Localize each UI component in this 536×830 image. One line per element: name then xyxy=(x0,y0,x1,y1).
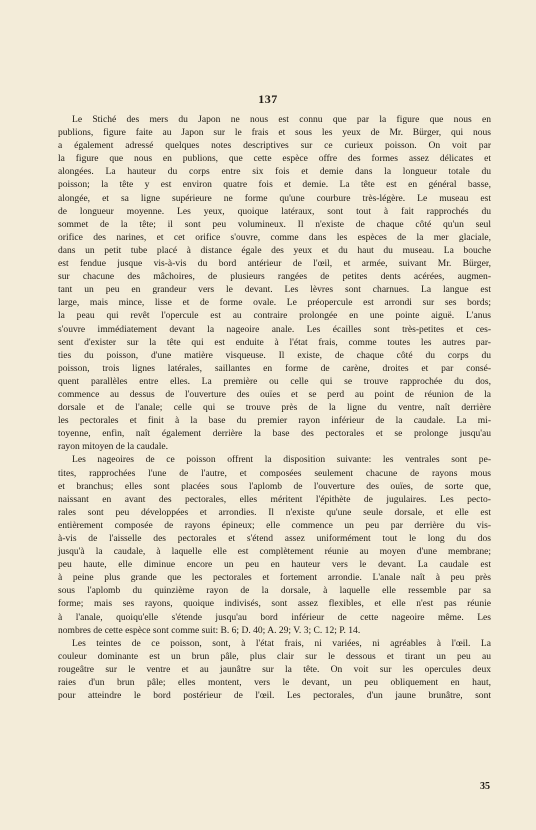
text-line: alongée, et sa ligne supérieure ne forme qu'une courbure très-légère. Le museau est xyxy=(58,192,491,204)
text-line: large, mais mince, lisse et de forme ovale. Le préopercule est arrondi sur ses bords; xyxy=(58,297,491,309)
text-line: de longueur moyenne. Les yeux, quoique latéraux, sont tout à fait rapprochés du xyxy=(58,205,491,217)
text-line: est fendue jusque vis-à-vis du bord antérieur de l'œil, et armée, suivant Mr. Bürger, xyxy=(58,258,491,270)
text-line: a également adressé quelques notes descriptives sur ce curieux poisson. On voit par xyxy=(58,140,491,152)
text-line: la figure que nous en publions, que cette espèce offre des formes assez délicates et xyxy=(58,153,491,165)
text-line: raies d'un brun pâle; elles montent, vers le devant, un peu obliquement en haut, xyxy=(58,677,491,689)
text-line: sommet de la tête; il sont peu volumineux. Il n'existe de chaque côté qu'un seul xyxy=(58,218,491,230)
text-line: ties du poisson, d'une matière visqueuse. Il existe, de chaque côté du corps du xyxy=(58,349,491,361)
text-line: s'ouvre immédiatement devant la nageoire anale. Les écailles sont très-petites et ces- xyxy=(58,323,491,335)
text-line: Les teintes de ce poisson, sont, à l'état frais, ni variées, ni agréables à l'œil. La xyxy=(72,637,491,649)
text-line: orifice des narines, et cet orifice s'ouvre, comme dans les espèces de la mer glaciale, xyxy=(58,231,491,243)
text-line: à peine plus grande que les pectorales et fortement arrondie. L'anale naît à peu près xyxy=(58,572,491,584)
text-line: toyenne, enfin, naît également derrière la base des pectorales et se prolonge jusqu'au xyxy=(58,428,491,440)
text-line: jusqu'à la caudale, à laquelle elle est complètement réunie au moyen d'une membrane; xyxy=(58,546,491,558)
text-line: la peau qui revêt l'opercule est au contraire prolongée en une pointe aiguë. L'anus xyxy=(58,310,491,322)
text-line: entièrement composée de rayons épineux; elle commence un peu par derrière du vis- xyxy=(58,519,491,531)
signature-mark: 35 xyxy=(480,781,490,792)
text-line: rougeâtre sur le ventre et au jaunâtre sur la tête. On voit sur les opercules deux xyxy=(58,663,491,675)
text-line: naissant en avant des pectorales, elles méritent l'épithète de jugulaires. Les pecto- xyxy=(58,493,491,505)
text-line: tant un peu en grandeur vers le devant. Les lèvres sont charnues. La langue est xyxy=(58,284,491,296)
text-line: poisson; la tête y est environ quatre fois et demie. La tête est en général basse, xyxy=(58,179,491,191)
text-line: rales sont peu développées et arrondies. Il n'existe qu'une seule dorsale, et elle est xyxy=(58,506,491,518)
text-line: peu haute, elle diminue encore un peu en hauteur vers le devant. La caudale est xyxy=(58,559,491,571)
text-line: pour atteindre le bord postérieur de l'œil. Les pectorales, d'un jaune brunâtre, sont xyxy=(58,690,491,702)
text-line: les pectorales et finit à la base du premier rayon inférieur de la caudale. La mi- xyxy=(58,415,491,427)
text-line: à-vis de l'aisselle des pectorales et s'étend assez uniformément tout le long du dos xyxy=(58,533,491,544)
text-line: à l'anale, quoiqu'elle s'étende jusqu'au bord inférieur de cette nageoire même. Les xyxy=(58,611,491,623)
text-line: sent d'exister sur la tête qui est enduite à l'état frais, comme toutes les autres par- xyxy=(58,336,491,348)
text-line: dans un petit tube placé à distance égale des yeux et du haut du museau. La bouche xyxy=(58,244,491,256)
text-line: rayon mitoyen de la caudale. xyxy=(58,441,169,453)
text-line: tites, rapprochées l'une de l'autre, et composées seulement chacune de rayons mous xyxy=(58,467,491,479)
body-text xyxy=(58,113,491,702)
text-line: commence au dessus de l'ouverture des ouïes et se perd au point de réunion de la xyxy=(58,388,491,400)
text-line: dorsale et de l'anale; celle qui se trouve près de la ligne du ventre, naît derrière xyxy=(58,402,491,414)
text-line: quent parallèles entre elles. La première ou celle qui se trouve rapprochée du dos, xyxy=(58,375,491,387)
text-line: couleur dominante est un brun pâle, plus clair sur le dessous et tirant un peu au xyxy=(58,650,491,662)
page-number: 137 xyxy=(258,92,278,106)
text-line: sous l'aplomb du quinzième rayon de la dorsale, à laquelle elle ressemble par sa xyxy=(58,585,491,597)
text-line: poisson, trois lignes latérales, saillantes en forme de carène, droites et par consé- xyxy=(58,362,491,374)
text-line: Les nageoires de ce poisson offrent la disposition suivante: les ventrales sont pe- xyxy=(72,454,491,466)
text-line: alongées. La hauteur du corps entre six fois et demie dans la longueur totale du xyxy=(58,166,491,178)
text-line: sur chacune des mâchoires, de plusieurs rangées de petites dents acérées, augmen- xyxy=(58,271,491,283)
text-line: nombres de cette espèce sont comme suit: B. 6; D. 40; A. 29; V. 3; C. 12; P. 14. xyxy=(58,624,361,636)
text-line: publions, figure faite au Japon sur le frais et sous les yeux de Mr. Bürger, qui nous xyxy=(58,127,491,139)
text-line: forme; mais ses rayons, quoique indivisés, sont assez flexibles, et elle n'est pas réunie xyxy=(58,598,491,610)
text-line: et branchus; elles sont placées sous l'aplomb de l'ouverture des ouïes, de sorte que, xyxy=(58,480,491,492)
text-line: Le Stiché des mers du Japon ne nous est connu que par la figure que nous en xyxy=(72,114,491,125)
